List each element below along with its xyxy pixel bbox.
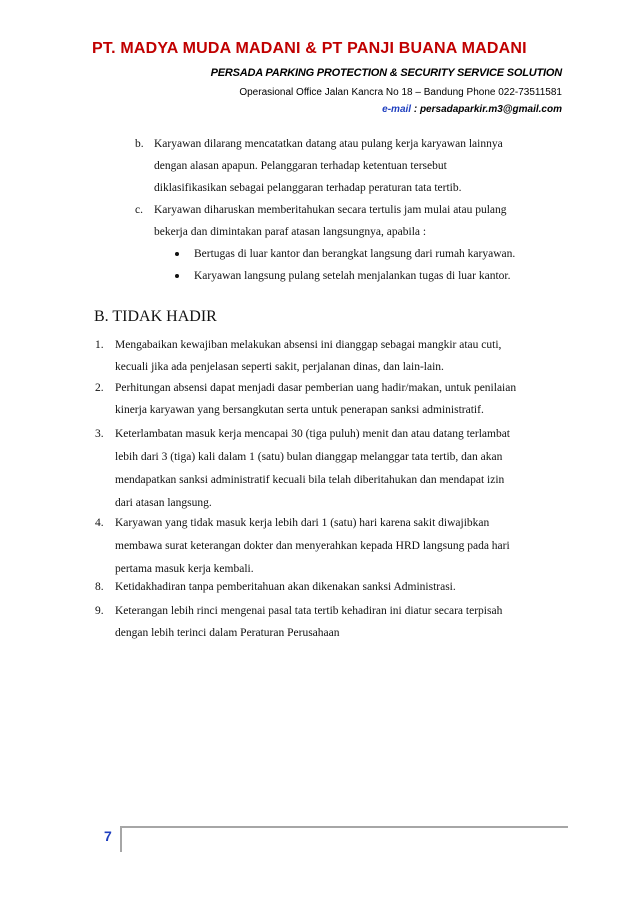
list-item-marker: 1. <box>95 339 104 351</box>
list-item-line: Keterlambatan masuk kerja mencapai 30 (tiga puluh) menit dan atau datang terlambat <box>115 428 510 440</box>
list-item-marker: b. <box>135 138 144 150</box>
company-tagline: PERSADA PARKING PROTECTION & SECURITY SERVICE SOLUTION <box>210 67 562 79</box>
list-item-line: pertama masuk kerja kembali. <box>115 563 254 575</box>
list-item-line: kinerja karyawan yang bersangkutan serta untuk penerapan sanksi administratif. <box>115 404 484 416</box>
list-item-line: Perhitungan absensi dapat menjadi dasar pemberian uang hadir/makan, untuk penilaian <box>115 382 517 394</box>
email-value: : persadaparkir.m3@gmail.com <box>411 104 562 115</box>
list-item-line: Karyawan dilarang mencatatkan datang atau pulang kerja karyawan lainnya <box>154 138 503 150</box>
list-item-line: mendapatkan sanksi administratif kecuali bila telah diberitahukan dan mendapat izin <box>115 474 505 486</box>
list-item-line: Keterangan lebih rinci mengenai pasal tata tertib kehadiran ini diatur secara terpisah <box>115 605 503 617</box>
page-number: 7 <box>104 828 112 844</box>
list-item-line: Karyawan diharuskan memberitahukan secara tertulis jam mulai atau pulang <box>154 204 507 216</box>
contact-email <box>150 104 562 115</box>
list-item-marker: c. <box>135 204 143 216</box>
list-item-marker: 2. <box>95 382 104 394</box>
section-title: B. TIDAK HADIR <box>94 308 217 325</box>
list-item-line: membawa surat keterangan dokter dan menyerahkan kepada HRD langsung pada hari <box>115 540 510 552</box>
list-item-line: dengan lebih terinci dalam Peraturan Perusahaan <box>115 627 340 639</box>
list-item <box>154 199 554 243</box>
list-item <box>115 600 563 644</box>
footer-divider <box>122 826 568 828</box>
list-item-line: dengan alasan apapun. Pelanggaran terhadap ketentuan tersebut <box>154 160 447 172</box>
list-item-marker: 9. <box>95 605 104 617</box>
bullet-item: Bertugas di luar kantor dan berangkat langsung dari rumah karyawan. <box>194 248 516 260</box>
list-item <box>115 576 563 598</box>
list-item-line: lebih dari 3 (tiga) kali dalam 1 (satu) bulan dianggap melanggar tata tertib, dan akan <box>115 451 503 463</box>
bullet-item: Karyawan langsung pulang setelah menjalankan tugas di luar kantor. <box>194 270 511 282</box>
list-item-line: diklasifikasikan sebagai pelanggaran terhadap peraturan tata tertib. <box>154 182 462 194</box>
bullet-dot-icon <box>175 274 179 278</box>
list-item <box>115 512 563 581</box>
list-item-line: kecuali jika ada penjelasan seperti sakit, perjalanan dinas, dan lain-lain. <box>115 361 444 373</box>
list-item-line: Karyawan yang tidak masuk kerja lebih dari 1 (satu) hari karena sakit diwajibkan <box>115 517 490 529</box>
footer-divider-vertical <box>120 826 122 852</box>
list-item-line: dari atasan langsung. <box>115 497 212 509</box>
company-name: PT. MADYA MUDA MADANI & PT PANJI BUANA MADANI <box>92 40 527 57</box>
list-item-marker: 3. <box>95 428 104 440</box>
list-item-line: Mengabaikan kewajiban melakukan absensi ini dianggap sebagai mangkir atau cuti, <box>115 339 502 351</box>
list-item-line: bekerja dan dimintakan paraf atasan langsungnya, apabila : <box>154 226 427 238</box>
email-label: e-mail <box>382 104 412 115</box>
list-item-marker: 8. <box>95 581 104 593</box>
list-item-marker: 4. <box>95 517 104 529</box>
list-item <box>115 334 563 378</box>
bullet-dot-icon <box>175 252 179 256</box>
office-address: Operasional Office Jalan Kancra No 18 – Bandung Phone 022-73511581 <box>239 87 562 98</box>
list-item <box>115 377 563 421</box>
list-item <box>154 133 554 199</box>
list-item <box>115 423 563 515</box>
list-item-line: Ketidakhadiran tanpa pemberitahuan akan dikenakan sanksi Administrasi. <box>115 581 456 593</box>
